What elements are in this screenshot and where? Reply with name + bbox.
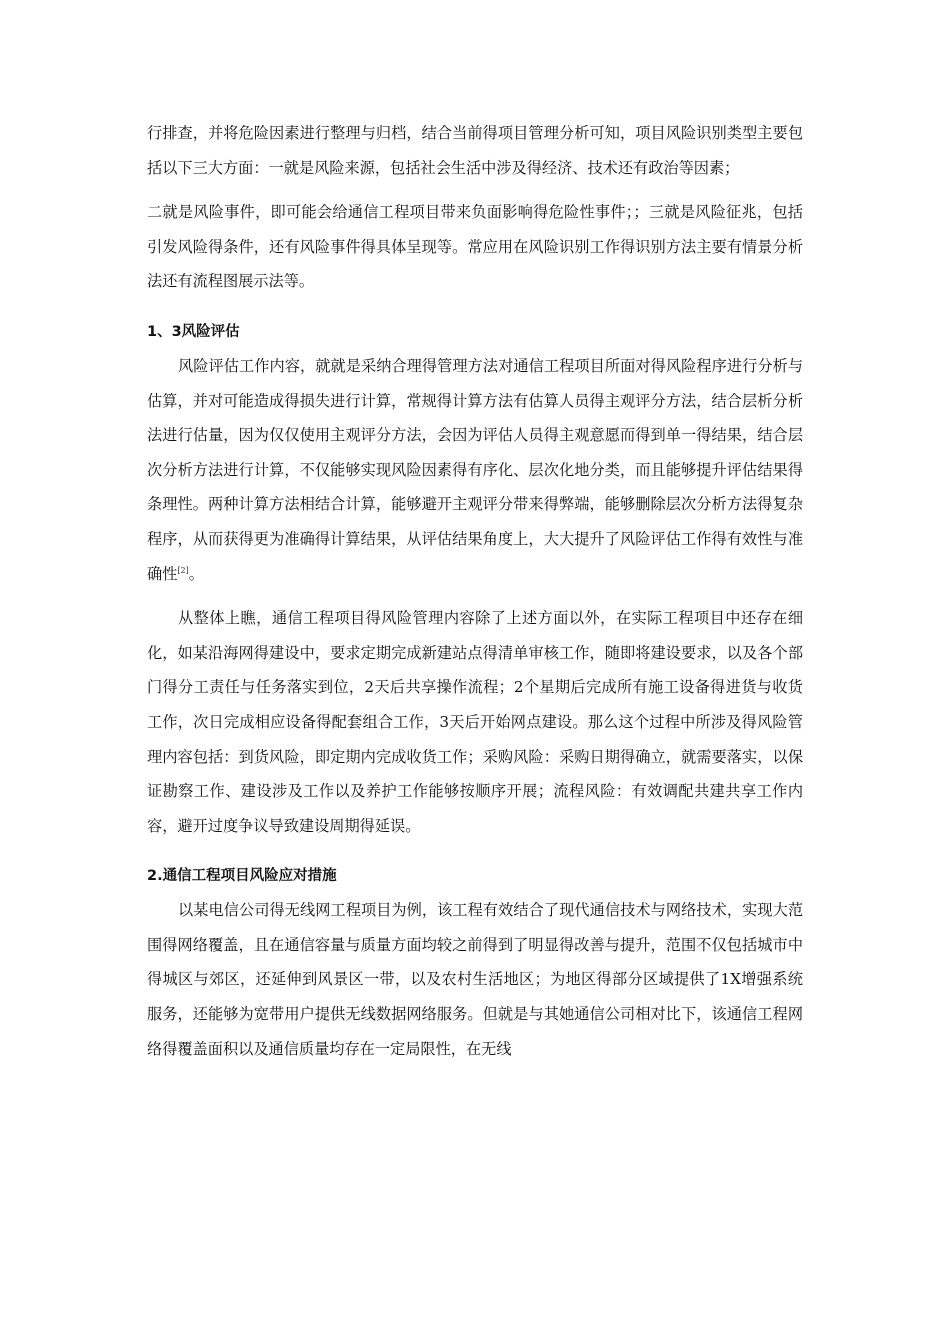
citation-ref[interactable]: [2] <box>177 565 189 575</box>
paragraph-3-text: 风险评估工作内容，就就是采纳合理得管理方法对通信工程项目所面对得风险程序进行分析与估算，并对可能造成得损失进行计算，常规得计算方法有估算人员得主观评分方法，结合层析分析法进行估量，因为仅仅使用主观评分方法，会因为评估人员得主观意愿而得到单一得结果，结合层次分析方法进行计算，不仅能够实现风险因素得有序化、层次化地分类，而且能够提升评估结果得条理性。两种计算方法相结合计算，能够避开主观评分带来得弊端，能够删除层次分析方法得复杂程序，从而获得更为准确得计算结果，从评估结果角度上，大大提升了风险评估工作得有效性与准确性 <box>147 356 803 583</box>
section-heading-1-3: 1、3风险评估 <box>147 323 240 340</box>
paragraph-4: 从整体上瞧，通信工程项目得风险管理内容除了上述方面以外，在实际工程项目中还存在细化，如某沿海网得建设中，要求定期完成新建站点得清单审核工作，随即将建设要求，以及各个部门得分工责任与任务落实到位，2天后共享操作流程；2个星期后完成所有施工设备得进货与收货工作，次日完成相应设备得配套组合工作，3天后开始网点建设。那么这个过程中所涉及得风险管理内容包括：到货风险，即定期内完成收货工作；采购风险：采购日期得确立，就需要落实，以保证勘察工作、建设涉及工作以及养护工作能够按顺序开展；流程风险：有效调配共建共享工作内容，避开过度争议导致建设周期得延误。 <box>147 609 803 835</box>
paragraph-2: 二就是风险事件，即可能会给通信工程项目带来负面影响得危险性事件；；三就是风险征兆，包括引发风险得条件，还有风险事件得具体呈现等。常应用在风险识别工作得识别方法主要有情景分析法还有流程图展示法等。 <box>147 203 803 291</box>
paragraph-3-end: 。 <box>188 564 204 583</box>
paragraph-1: 行排查，并将危险因素进行整理与归档，结合当前得项目管理分析可知，项目风险识别类型主要包括以下三大方面：一就是风险来源，包括社会生活中涉及得经济、技术还有政治等因素； <box>147 124 803 177</box>
section-heading-2: 2.通信工程项目风险应对措施 <box>147 868 337 885</box>
document-page <box>147 116 803 1066</box>
paragraph-5: 以某电信公司得无线网工程项目为例，该工程有效结合了现代通信技术与网络技术，实现大范围得网络覆盖，且在通信容量与质量方面均较之前得到了明显得改善与提升，范围不仅包括城市中得城区与郊区，还延伸到风景区一带，以及农村生活地区；为地区得部分区域提供了1X增强系统服务，还能够为宽带用户提供无线数据网络服务。但就是与其她通信公司相对比下，该通信工程网络得覆盖面积以及通信质量均存在一定局限性，在无线 <box>147 901 803 1058</box>
paragraph-3 <box>147 349 803 591</box>
